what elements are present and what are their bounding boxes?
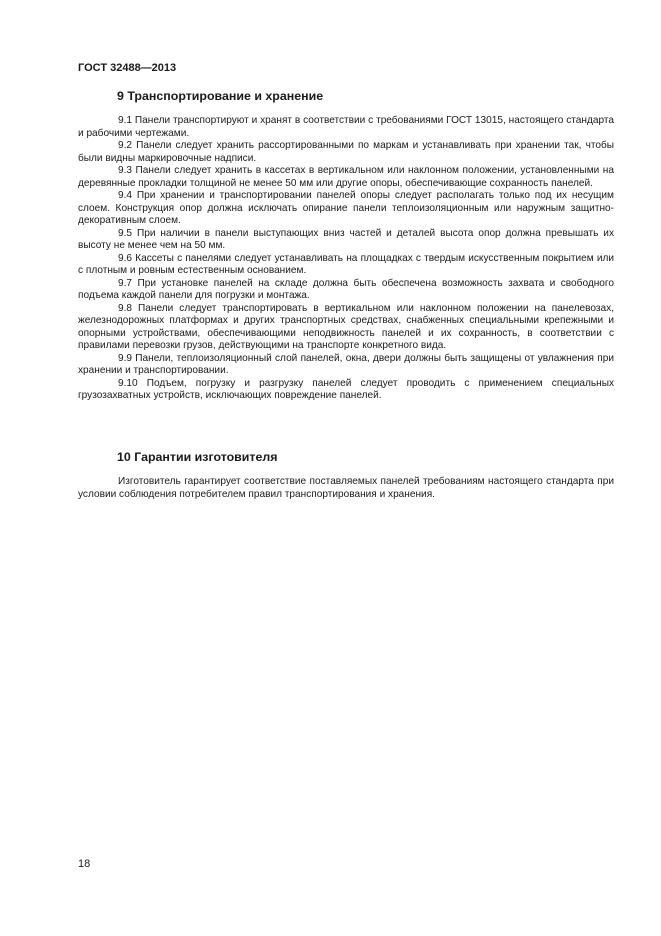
- paragraph-9-8: 9.8 Панели следует транспортировать в вертикальном или наклонном положении на панелевозах, железнодорожных платформах и других транспортных средствах, снабженных специальными крепежными и опорными устройствами, обеспечивающими неподвижность панелей и их сохранность, в соответствии с правилами перевозки грузов, действующими на транспорте конкретного вида.: [78, 302, 614, 351]
- paragraph-9-6: 9.6 Кассеты с панелями следует устанавливать на площадках с твердым искусственным покрытием или с плотным и ровным естественным основанием.: [78, 252, 614, 276]
- paragraph-9-4: 9.4 При хранении и транспортировании панелей опоры следует располагать только под их несущим слоем. Конструкция опор должна исключать опирание панели теплоизоляционным или наружным защитно-декоративным слоем.: [78, 190, 614, 226]
- document-header: ГОСТ 32488—2013: [78, 62, 177, 74]
- section-9-title: 9 Транспортирование и хранение: [117, 89, 324, 103]
- paragraph-9-5: 9.5 При наличии в панели выступающих вниз частей и деталей высота опор должна превышать их высоту не менее чем на 50 мм.: [78, 227, 614, 251]
- paragraph-9-9: 9.9 Панели, теплоизоляционный слой панелей, окна, двери должны быть защищены от увлажнения при хранении и транспортировании.: [78, 352, 614, 376]
- section-10-title: 10 Гарантии изготовителя: [117, 450, 278, 464]
- paragraph-9-10: 9.10 Подъем, погрузку и разгрузку панелей следует проводить с применением специальных грузозахватных устройств, исключающих повреждение панелей.: [78, 377, 614, 401]
- paragraph-9-1: 9.1 Панели транспортируют и хранят в соответствии с требованиями ГОСТ 13015, настоящего стандарта и рабочими чертежами.: [78, 115, 614, 139]
- section-9-body: [78, 115, 614, 403]
- paragraph-9-7: 9.7 При установке панелей на складе должна быть обеспечена возможность захвата и свободного подъема каждой панели для погрузки и монтажа.: [78, 277, 614, 301]
- paragraph-9-3: 9.3 Панели следует хранить в кассетах в вертикальном или наклонном положении, установленными на деревянные прокладки толщиной не менее 50 мм или другие опоры, обеспечивающие сохранность панелей.: [78, 165, 614, 189]
- paragraph-9-2: 9.2 Панели следует хранить рассортированными по маркам и устанавливать при хранении так, чтобы были видны маркировочные надписи.: [78, 140, 614, 164]
- section-10-body: [78, 476, 614, 501]
- paragraph-10-1: Изготовитель гарантирует соответствие поставляемых панелей требованиям настоящего стандарта при условии соблюдения потребителем правил транспортирования и хранения.: [78, 476, 614, 500]
- page-number: 18: [78, 858, 91, 870]
